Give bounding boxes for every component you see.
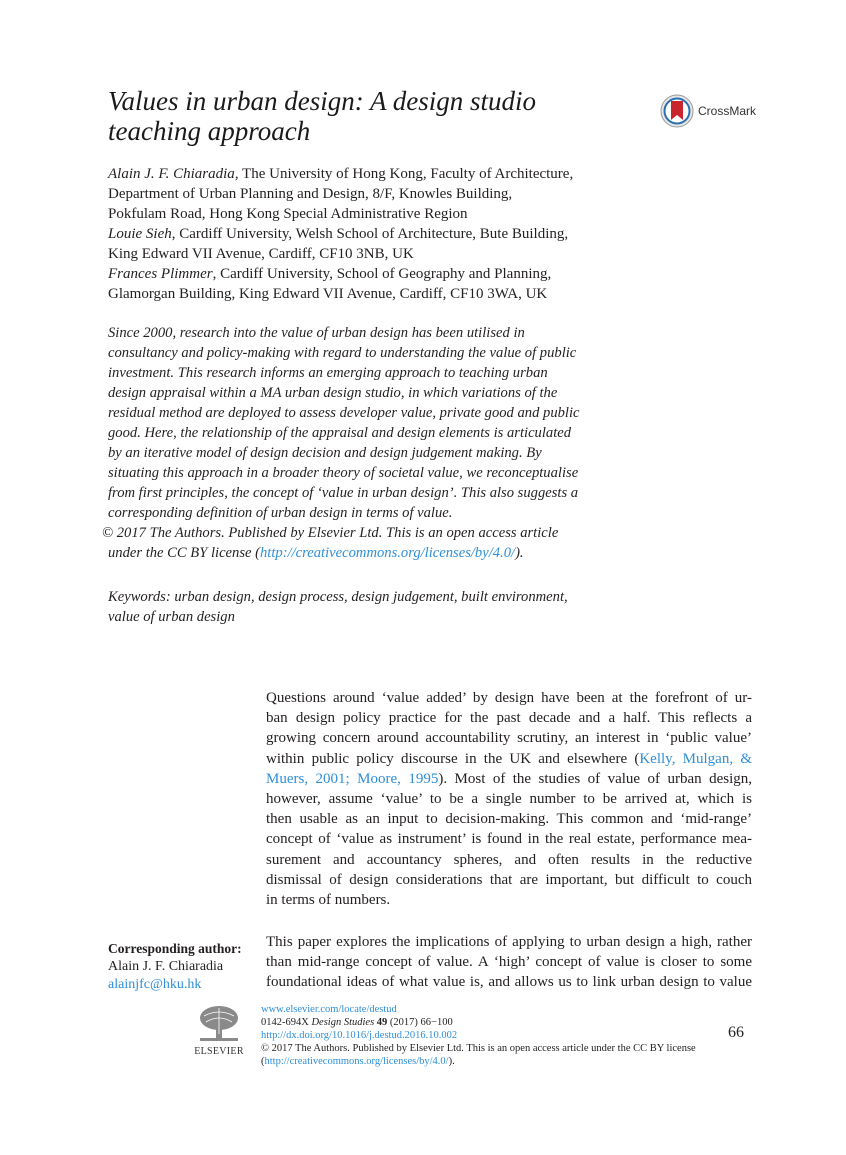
abstract-copyright-line-1: © 2017 The Authors. Published by Elsevier Ltd. This is an open access article <box>102 525 559 541</box>
footer-license-suffix: ). <box>448 1056 455 1067</box>
author-3-line-2: Glamorgan Building, King Edward VII Avenue, Cardiff, CF10 3WA, UK <box>108 286 548 302</box>
corresponding-author <box>108 940 258 994</box>
author-1-line-1 <box>108 164 628 184</box>
body-line: ban design policy practice for the past decade and a half. This reflects a <box>266 710 752 727</box>
issn: 0142-694X <box>261 1017 312 1028</box>
keywords-line-1: Keywords: urban design, design process, design judgement, built environment, <box>108 589 568 605</box>
title-line-2: teaching approach <box>108 116 311 146</box>
author-2-affiliation: , Cardiff University, Welsh School of Architecture, Bute Building, <box>171 226 569 242</box>
abstract-line: corresponding definition of urban design in terms of value. <box>108 505 453 521</box>
elsevier-tree-icon <box>196 1004 242 1044</box>
corresponding-author-label: Corresponding author: <box>108 941 242 956</box>
body-line: than mid-range concept of value. A ‘high’ concept of value is closer to some <box>266 954 752 971</box>
journal-pages: (2017) 66−100 <box>387 1017 453 1028</box>
abstract-line: residual method are deployed to assess developer value, private good and public <box>108 405 580 421</box>
author-2-name: Louie Sieh <box>108 226 172 242</box>
footer-license-link[interactable]: http://creativecommons.org/licenses/by/4.0/ <box>264 1056 449 1067</box>
abstract-line: situating this approach in a broader theory of societal value, we reconceptualise <box>108 465 579 481</box>
body-line: dismissal of design considerations that are important, but difficult to couch <box>266 871 752 888</box>
journal-url[interactable]: www.elsevier.com/locate/destud <box>261 1004 397 1015</box>
journal-name: Design Studies <box>311 1017 375 1028</box>
author-1-line-2: Department of Urban Planning and Design, 8/F, Knowles Building, <box>108 186 513 202</box>
author-3-line-1 <box>108 264 628 284</box>
author-affiliations <box>108 164 628 304</box>
abstract-line: from first principles, the concept of ‘value in urban design’. This also suggests a <box>108 485 579 501</box>
body-line: however, assume ‘value’ to be a single number to be arrived at, which is <box>266 791 752 808</box>
footer-license-prefix: ( <box>261 1056 265 1067</box>
crossmark-label: CrossMark <box>698 104 757 118</box>
elsevier-logo <box>190 1004 248 1060</box>
author-2-line-2: King Edward VII Avenue, Cardiff, CF10 3NB, UK <box>108 246 414 262</box>
page-footer <box>261 1003 756 1068</box>
citation-link-kelly[interactable]: Kelly, Mulgan, & <box>639 750 752 767</box>
abstract-line: good. Here, the relationship of the appraisal and design elements is articulated <box>108 425 572 441</box>
body-line: growing concern around accountability scrutiny, an interest in ‘public value’ <box>266 730 752 747</box>
abstract-line: design appraisal within a MA urban design studio, in which variations of the <box>108 385 558 401</box>
author-3-affiliation: , Cardiff University, School of Geography and Planning, <box>212 266 552 282</box>
abstract <box>102 323 598 563</box>
elsevier-wordmark: ELSEVIER <box>194 1046 244 1057</box>
doi-link[interactable]: http://dx.doi.org/10.1016/j.destud.2016.10.002 <box>261 1030 458 1041</box>
body-line: Questions around ‘value added’ by design have been at the forefront of ur- <box>266 690 752 706</box>
author-2-line-1 <box>108 224 628 244</box>
author-3-name: Frances Plimmer <box>108 266 213 282</box>
abstract-line: investment. This research informs an emerging approach to teaching urban <box>108 365 548 381</box>
body-line: surement and accountancy spheres, and often results in the reductive <box>266 851 752 868</box>
license-suffix: ). <box>515 545 524 561</box>
abstract-copyright-line-2 <box>108 543 598 563</box>
body-paragraph-2 <box>266 932 752 993</box>
crossmark-badge[interactable] <box>660 94 770 130</box>
keywords-line-2: value of urban design <box>108 609 235 625</box>
abstract-line: by an iterative model of design decision and design judgement making. By <box>108 445 542 461</box>
body-text <box>266 688 752 991</box>
author-1-line-3: Pokfulam Road, Hong Kong Special Administrative Region <box>108 206 468 222</box>
citation-link-muers-moore[interactable]: Muers, 2001; Moore, 1995 <box>266 770 439 787</box>
license-link[interactable]: http://creativecommons.org/licenses/by/4.0/ <box>260 545 516 561</box>
body-line: in terms of numbers. <box>266 892 391 909</box>
keywords <box>108 587 608 627</box>
body-line: This paper explores the implications of applying to urban design a high, rather <box>266 934 752 950</box>
body-line <box>266 749 752 769</box>
citation-suffix: ). Most of the studies of value of urban design, <box>438 770 752 787</box>
author-1-affiliation: , The University of Hong Kong, Faculty of Architecture, <box>234 166 574 182</box>
author-1-name: Alain J. F. Chiaradia <box>108 166 235 182</box>
article-title <box>108 86 628 146</box>
license-prefix: under the CC BY license ( <box>108 545 260 561</box>
body-line: foundational ideas of what value is, and allows us to link urban design to value <box>266 974 752 991</box>
body-paragraph-1 <box>266 688 752 910</box>
citation-prefix: within public policy discourse in the UK and elsewhere ( <box>266 750 640 767</box>
abstract-line: Since 2000, research into the value of urban design has been utilised in <box>108 325 525 341</box>
journal-citation <box>261 1016 756 1029</box>
abstract-line: consultancy and policy-making with regard to understanding the value of public <box>108 345 577 361</box>
crossmark-icon <box>660 94 694 128</box>
corresponding-author-name: Alain J. F. Chiaradia <box>108 959 224 974</box>
body-line: concept of ‘value as instrument’ is found in the real estate, performance mea- <box>266 831 752 848</box>
journal-volume: 49 <box>376 1017 388 1028</box>
corresponding-author-email[interactable]: alainjfc@hku.hk <box>108 977 202 992</box>
footer-copyright: © 2017 The Authors. Published by Elsevier Ltd. This is an open access article under the CC BY license <box>261 1043 696 1054</box>
footer-license <box>261 1055 756 1068</box>
title-line-1: Values in urban design: A design studio <box>108 86 537 116</box>
body-line <box>266 769 752 789</box>
page-number: 66 <box>728 1024 744 1041</box>
body-line: then usable as an input to decision-making. This common and ‘mid-range’ <box>266 811 752 828</box>
